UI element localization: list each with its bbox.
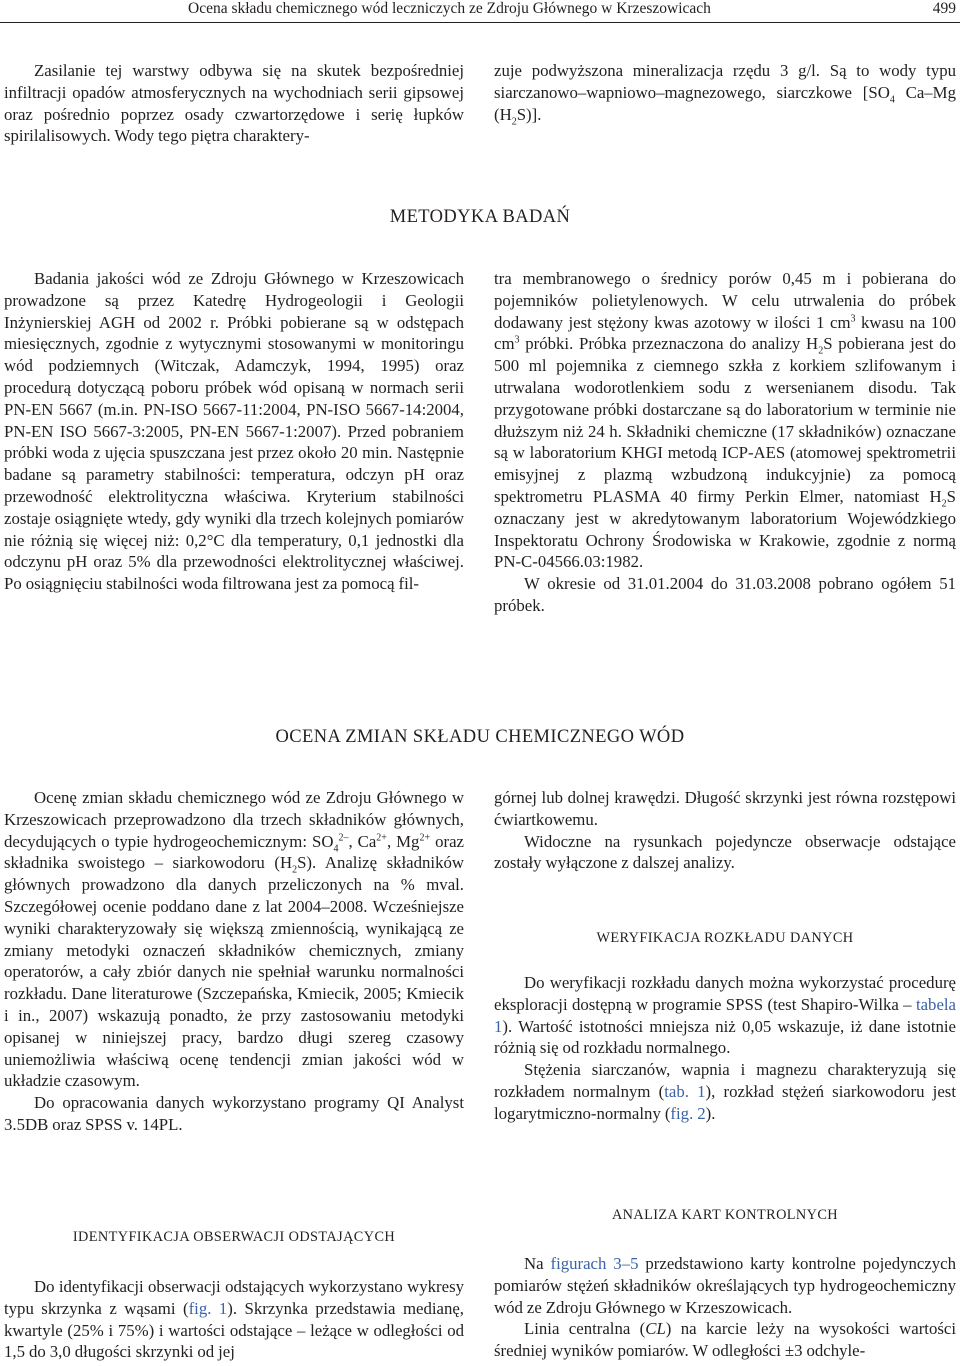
weryfikacja-column xyxy=(494,972,956,1125)
paragraph: Stężenia siarczanów, wapnia i magnezu charakteryzują się rozkładem normalnym (tab. 1), rozkład stężeń siarkowodoru jest logarytmiczno-normalny (fig. 2). xyxy=(494,1060,956,1123)
paragraph: tra membranowego o średnicy porów 0,45 m i pobierana do pojemników polietylenowych. W celu utrwalenia do próbek dodawany jest stężony kwas azotowy w ilości 1 $cm^3$ kwasu na 100 $cm^3$ próbki. Próbka przeznaczona do analizy $H_2S$ pobierana jest do 500 ml pojemnika z ciemnego szkła z korkiem szlifowanym i utrwalana wodorotlenkiem sodu z wersenianem disodu. Tak przygotowane próbki dostarczane są do laboratorium w terminie nie dłuższym niż 24 h. Składniki chemiczne (17 składników) oznaczane są w laboratorium KHGI metodą ICP-AES (atomowej spektrometrii emisyjnej z plazmą wzbudzoną indukcyjnie) za pomocą spektrometru PLASMA 40 firmy Perkin Elmer, natomiast $H_2S$ oznaczany jest w akredytowanym laboratorium Wojewódzkiego Inspektoratu Ochrony Środowiska w Krakowie, zgodnie z normą PN-C-04566.03:1982. xyxy=(494,269,956,572)
ocena-right-column xyxy=(494,787,956,874)
section-heading-metodyka: METODYKA BADAŃ xyxy=(389,207,571,227)
paragraph: Na figurach 3–5 przedstawiono karty kontrolne pojedynczych pomiarów stężeń składników określających typ hydrogeochemiczny wód ze Zdroju Głównego w Krzeszowicach. xyxy=(494,1254,956,1317)
ocena-left-column xyxy=(4,787,464,1136)
page-number: 499 xyxy=(932,0,956,17)
running-header xyxy=(0,0,960,23)
figure-link[interactable]: figurach 3–5 xyxy=(550,1254,639,1273)
figure-link[interactable]: fig. 2 xyxy=(670,1103,706,1123)
table-link[interactable]: tab. 1 xyxy=(664,1081,706,1101)
intro-left-column xyxy=(4,60,464,147)
running-title: Ocena składu chemicznego wód leczniczych ze Zdroju Głównego w Krzeszowicach xyxy=(188,0,711,17)
metodyka-right-column xyxy=(494,268,956,617)
paragraph: Ocenę zmian składu chemicznego wód ze Zdroju Głównego w Krzeszowicach przeprowadzono dla trzech składników głównych, decydujących o typie hydrogeochemicznym: $SO_4^{2-}$, $Ca^{2+}$, $Mg^{2+}$ oraz składnika swoistego – siarkowodoru $(H_2S)$. Analizę składników głównych prowadzono dla danych przeliczonych na % mval. Szczegółowej ocenie poddano dane z lat 2004–2008. Wcześniejsze wyniki charakteryzowały się większą zmiennością, wynikającą ze zmiany metodyki oznaczeń składników chemicznych, zmiany operatorów, a cały zbiór danych nie spełniał warunku normalności rozkładu. Dane literaturowe (Szczepańska, Kmiecik, 2005; Kmiecik i in., 2007) wskazują ponadto, że przy zastosowaniu metodyki opisanej w niniejszej pracy, bardzo długi szereg czasowy uniemożliwia właściwą ocenę tendencji zmian jakości wód w układzie czasowym. xyxy=(4,788,464,1091)
paragraph: Badania jakości wód ze Zdroju Głównego w Krzeszowicach prowadzone są przez Katedrę Hydrogeologii i Geologii Inżynierskiej AGH od 2002 r. Próbki pobierane są w odstępach miesięcznych, zgodnie z wytycznymi stosowanymi w monitoringu wód podziemnych (Witczak, Adamczyk, 1994, 1995) oraz procedurą dotyczącą poboru próbek wód opisaną w normach serii PN-EN 5667 (m.in. PN-ISO 5667-11:2004, PN-ISO 5667-14:2004, PN-EN ISO 5667-3:2005, PN-EN 5667-1:2007). Przed pobraniem próbki woda z ujęcia spuszczana jest przez około 20 min. Następnie badane są parametry stabilności: temperatura, odczyn pH oraz przewodność elektrolityczna właściwa. Kryterium stabilności zostaje osiągnięte wtedy, gdy wyniki dla trzech kolejnych pomiarów nie różnią się więcej niż: 0,2°C dla temperatury, 0,1 jednostki dla odczynu pH oraz 5% dla przewodności elektrolitycznej właściwej. Po osiągnięciu stabilności woda filtrowana jest za pomocą fil- xyxy=(4,269,464,594)
analiza-column xyxy=(494,1253,956,1362)
metodyka-left-column xyxy=(4,268,464,595)
identyfikacja-column xyxy=(4,1276,464,1363)
paragraph: Zasilanie tej warstwy odbywa się na skutek bezpośredniej infiltracji opadów atmosferycznych na wychodniach serii gipsowej oraz pośrednio poprzez osady czwartorzędowe i serię łupków spirilalisowych. Wody tego piętra charaktery- xyxy=(4,61,464,146)
figure-link[interactable]: fig. 1 xyxy=(188,1298,228,1318)
intro-right-column xyxy=(494,60,956,125)
paragraph: Linia centralna (CL) na karcie leży na wysokości wartości średniej wyników pomiarów. W odległości ±3 odchyle- xyxy=(494,1319,956,1361)
paragraph: Do opracowania danych wykorzystano programy QI Analyst 3.5DB oraz SPSS v. 14PL. xyxy=(4,1093,464,1134)
subsection-heading-analiza: ANALIZA KART KONTROLNYCH xyxy=(611,1207,839,1223)
paragraph: Widoczne na rysunkach pojedyncze obserwacje odstające zostały wyłączone z dalszej analizy. xyxy=(494,831,956,873)
paragraph: zuje podwyższona mineralizacja rzędu 3 g/l. Są to wody typu siarczanowo–wapniowo–magnezowego, siarczkowe [$SO_4$ Ca–Mg $(H_2S)$]. xyxy=(494,61,956,127)
subsection-heading-identyfikacja: IDENTYFIKACJA OBSERWACJI ODSTAJĄCYCH xyxy=(72,1229,396,1245)
table-link[interactable]: tabela 1 xyxy=(494,994,956,1036)
section-heading-ocena: OCENA ZMIAN SKŁADU CHEMICZNEGO WÓD xyxy=(275,727,685,747)
subsection-heading-weryfikacja: WERYFIKACJA ROZKŁADU DANYCH xyxy=(596,930,854,946)
paragraph: górnej lub dolnej krawędzi. Długość skrzynki jest równa rozstępowi ćwiartkowemu. xyxy=(494,788,956,829)
paragraph: Do weryfikacji rozkładu danych można wykorzystać procedurę eksploracji dostępną w programie SPSS (test Shapiro-Wilka – tabela 1). Wartość istotności mniejsza niż 0,05 wskazuje, iż dane istotnie różnią się od rozkładu normalnego. xyxy=(494,973,956,1058)
paragraph: Do identyfikacji obserwacji odstających wykorzystano wykresy typu skrzynka z wąsami (fig. 1). Skrzynka przedstawia medianę, kwartyle (25% i 75%) i wartości odstające – leżące w odległości od 1,5 do 3,0 długości skrzynki od jej xyxy=(4,1277,464,1362)
paragraph: W okresie od 31.01.2004 do 31.03.2008 pobrano ogółem 51 próbek. xyxy=(494,574,956,615)
